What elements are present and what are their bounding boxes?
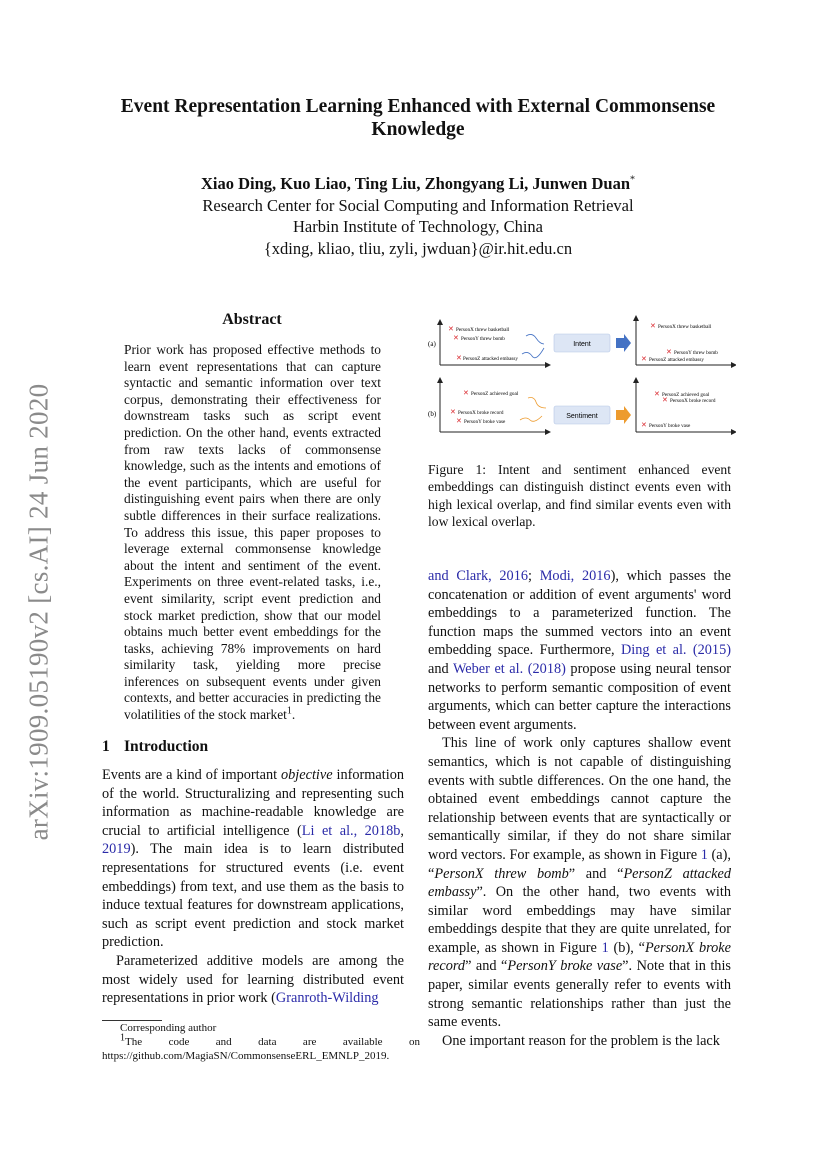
footnote-ref-1[interactable]: 1 xyxy=(286,705,292,717)
author-names: Xiao Ding, Kuo Liao, Ting Liu, Zhongyang Li, Junwen Duan xyxy=(201,174,630,193)
event-label: PersonX broke record xyxy=(670,398,716,404)
cross-icon: ✕ xyxy=(641,355,647,363)
text-run: ). The main idea is to learn distributed representations for structured events (i.e. event embeddings) from text, and use them as the basis to induce textual features for downstream applications, such as script event prediction and stock market prediction. xyxy=(102,841,404,951)
right-paragraph-1 xyxy=(428,567,731,734)
footnote-corresponding: Corresponding author xyxy=(120,1022,217,1034)
text-run: Parameterized additive models are among the most widely used for learning distributed event representations in prior work ( xyxy=(102,952,404,1007)
event-label: PersonZ achieved goal xyxy=(662,392,710,398)
cross-icon: ✕ xyxy=(662,396,668,404)
wavy-connector xyxy=(522,348,544,358)
footnote-1-line-1 xyxy=(120,1032,420,1049)
citation-link[interactable]: and Clark, 2016 xyxy=(428,568,529,584)
intro-paragraph-2 xyxy=(102,952,404,1008)
event-label: PersonY broke vase xyxy=(464,419,506,425)
cross-icon: ✕ xyxy=(666,348,672,356)
text-run: (b), “ xyxy=(608,939,645,956)
event-label: PersonX threw basketball xyxy=(456,327,510,333)
right-paragraph-2 xyxy=(428,734,731,1032)
event-label: PersonX broke record xyxy=(458,410,504,416)
author-block xyxy=(100,173,736,259)
sentiment-box-label: Sentiment xyxy=(566,413,598,420)
event-label: PersonY threw bomb xyxy=(461,336,505,342)
intent-box-label: Intent xyxy=(573,341,591,348)
text-run: information of the world. Structuralizing and representing such information as machine-readable knowledge are crucial to artificial intelligence ( xyxy=(102,767,405,839)
footnotes xyxy=(102,1021,420,1063)
event-label: PersonZ attacked embassy xyxy=(649,357,705,363)
text-run: propose using neural tensor networks to perform semantic composition of event arguments, which can better capture the interactions between event arguments. xyxy=(428,660,731,733)
intro-paragraph-1 xyxy=(102,766,404,952)
abstract-heading: Abstract xyxy=(222,311,282,328)
affiliation-line-1: Research Center for Social Computing and Information Retrieval xyxy=(202,195,634,215)
text-run: Events are a kind of important xyxy=(102,767,281,783)
footnote-1-url[interactable]: https://github.com/MagiaSN/CommonsenseERL_EMNLP_2019. xyxy=(102,1050,390,1062)
event-label: PersonY threw bomb xyxy=(674,350,718,356)
citation-link[interactable]: Granroth-Wilding xyxy=(275,990,379,1007)
cross-icon: ✕ xyxy=(456,354,462,362)
panel-a-label: (a) xyxy=(428,340,436,348)
citation-link[interactable]: Li et al., 2018b xyxy=(301,822,401,839)
event-label: PersonZ achieved goal xyxy=(471,391,519,397)
section-heading-introduction xyxy=(102,738,208,756)
figure-1-caption: Figure 1: Intent and sentiment enhanced event embeddings can distinguish distinct events even with high lexical overlap, and find similar events even with low lexical overlap. xyxy=(428,462,731,529)
event-label: PersonZ attacked embassy xyxy=(463,356,519,362)
wavy-connector xyxy=(526,334,544,344)
text-run: ), which passes the concatenation or addition of event arguments' word embeddings to a parameterized function. The function maps the summed vectors into an event embedding space. Furthermore, xyxy=(428,568,731,659)
cross-icon: ✕ xyxy=(448,325,454,333)
citation-link[interactable]: 2019 xyxy=(102,841,131,858)
citation-link[interactable]: Modi, 2016 xyxy=(539,568,611,584)
figure-ref-link[interactable]: 1 xyxy=(601,939,609,956)
figure-1 xyxy=(422,312,736,452)
abstract-end: . xyxy=(291,707,296,723)
emphasis-objective: objective xyxy=(281,767,333,783)
author-emails: {xding, kliao, tliu, zyli, jwduan}@ir.hit.edu.cn xyxy=(263,238,573,258)
right-paragraph-3: One important reason for the problem is the lack xyxy=(442,1032,720,1049)
sentiment-arrow-icon xyxy=(616,406,631,424)
text-run: , xyxy=(400,822,404,839)
panel-b-label: (b) xyxy=(428,410,437,418)
right-column-body xyxy=(428,567,731,1050)
arxiv-sidebar xyxy=(24,372,54,852)
cross-icon: ✕ xyxy=(463,389,469,397)
text-run: ” and “ xyxy=(568,865,624,882)
emphasis-event: PersonX broke record xyxy=(428,939,731,975)
cross-icon: ✕ xyxy=(456,417,462,425)
cross-icon: ✕ xyxy=(453,334,459,342)
footnote-1-mark: 1 xyxy=(120,1032,125,1044)
emphasis-event: PersonZ attacked embassy xyxy=(428,865,731,901)
abstract-body xyxy=(124,342,381,724)
figure-1-diagram xyxy=(422,312,736,452)
corresponding-star: * xyxy=(630,174,635,186)
cross-icon: ✕ xyxy=(450,408,456,416)
text-run: ; xyxy=(528,568,540,584)
text-run: This line of work only captures shallow event semantics, which is not capable of distinguishing events with subtle differences. On the one hand, the obtained event embeddings cannot capture the relationship between events that are syntactically or semantically similar, if they do not share similar word vectors. For example, as shown in Figure xyxy=(428,735,731,863)
event-label: PersonX threw basketball xyxy=(658,324,712,330)
cross-icon: ✕ xyxy=(654,390,660,398)
affiliation-line-2: Harbin Institute of Technology, China xyxy=(293,217,543,236)
text-run: ” and “ xyxy=(465,958,508,975)
text-run: ”. On the other hand, two events with similar word embeddings may have similar embeddings despite that they are quite unrelated, for example, as shown in Figure xyxy=(428,884,731,956)
figure-ref-link[interactable]: 1 xyxy=(700,846,708,863)
intent-arrow-icon xyxy=(616,334,631,352)
text-run: ”. Note that in this paper, similar events generally refer to events with strong semantic relationships rather than just the same events. xyxy=(428,958,731,1031)
paper-title: Event Representation Learning Enhanced with External Commonsense Knowledge xyxy=(120,96,716,140)
citation-link[interactable]: Ding et al. (2015) xyxy=(620,642,731,659)
section-number: 1 xyxy=(102,738,110,755)
wavy-connector xyxy=(520,416,542,421)
left-column-body xyxy=(102,766,404,1008)
text-run: (a), “ xyxy=(428,846,731,882)
footnote-1-text: The code and data are available on xyxy=(125,1036,420,1048)
cross-icon: ✕ xyxy=(650,322,656,330)
citation-link[interactable]: Weber et al. (2018) xyxy=(452,660,566,677)
event-label: PersonY broke vase xyxy=(649,423,691,429)
arxiv-id: arXiv:1909.05190v2 [cs.AI] 24 Jun 2020 xyxy=(23,383,54,841)
emphasis-event: PersonY broke vase xyxy=(507,958,623,975)
text-run: and xyxy=(428,660,453,677)
wavy-connector xyxy=(528,398,546,409)
emphasis-event: PersonX threw bomb xyxy=(434,865,569,882)
section-title: Introduction xyxy=(124,738,209,755)
abstract-text: Prior work has proposed effective methods to learn event representations that can capture syntactic and semantic information over text corpus, demonstrating their effectiveness for downstream tasks such as script event prediction. On the other hand, events extracted from raw texts lacks of commonsense knowledge, such as the intents and emotions of the event participants, which are useful for distinguishing event pairs when there are only subtle differences in their surface realizations. To address this issue, this paper proposes to leverage external commonsense knowledge about the intent and sentiment of the event. Experiments on three event-related tasks, i.e., event similarity, script event prediction and stock market prediction, show that our model obtains much better event embeddings for the tasks, achieving 78% improvements on hard similarity task, yielding more precise inferences on subsequent events under given contexts, and better accuracies in predicting the volatilities of the stock market xyxy=(124,342,381,723)
cross-icon: ✕ xyxy=(641,421,647,429)
